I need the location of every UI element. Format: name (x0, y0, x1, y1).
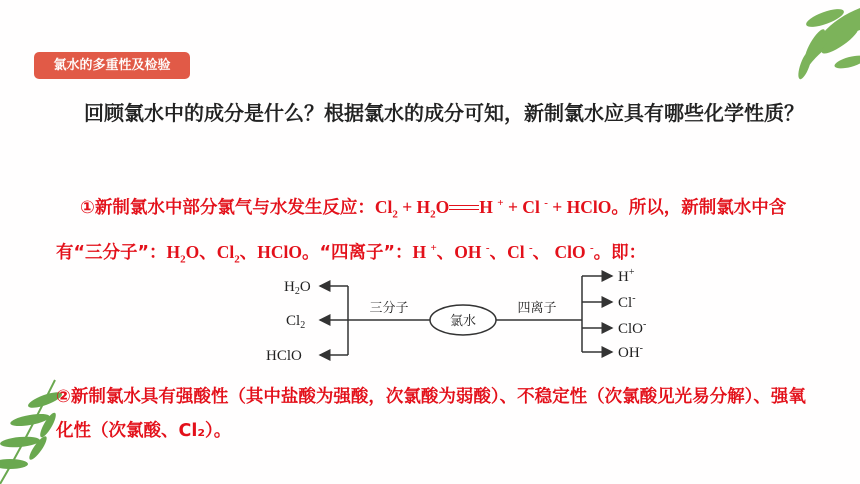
question-content: 回顾氯水中的成分是什么？根据氯水的成分可知，新制氯水应具有哪些化学性质？ (84, 101, 804, 125)
right-label: 四离子 (517, 301, 557, 316)
point-1-four-ions-label: 。“四离子”： (302, 243, 413, 264)
point-1-therefore: 。即： (593, 243, 647, 264)
three-molecules: $H_2O$、$Cl_2$、HClO (166, 242, 302, 266)
point-1-three-molecules-label: 。所以，新制氯水中含有“三分子”： (56, 197, 787, 264)
right-item-oh-minus: OH- (618, 343, 644, 361)
point-2-paragraph (56, 380, 816, 448)
point-2-content: ②新制氯水具有强酸性（其中盐酸为强酸，次氯酸为弱酸）、不稳定性（次氯酸见光易分解）、强氧化性（次氯酸、Cl₂）。 (56, 387, 806, 441)
left-item-h2o: $H_2O$ (284, 279, 311, 297)
section-tag: 氯水的多重性及检验 (34, 52, 190, 79)
point-1-intro: ①新制氯水中部分氯气与水发生反应： (80, 197, 375, 218)
right-item-cl-minus: Cl- (618, 293, 636, 311)
right-item-clo-minus: ClO- (618, 319, 647, 337)
center-label: 氯水 (449, 314, 477, 329)
four-ions: H +、OH -、Cl -、 ClO - (412, 242, 594, 263)
left-label: 三分子 (369, 301, 409, 316)
reaction-equation: $Cl_2 + H_2O$ H + + Cl - + HClO (374, 196, 612, 221)
left-item-hclo: HClO (266, 348, 302, 364)
right-item-h-plus: H+ (618, 267, 635, 285)
left-item-cl2: $Cl_2$ (286, 313, 306, 331)
